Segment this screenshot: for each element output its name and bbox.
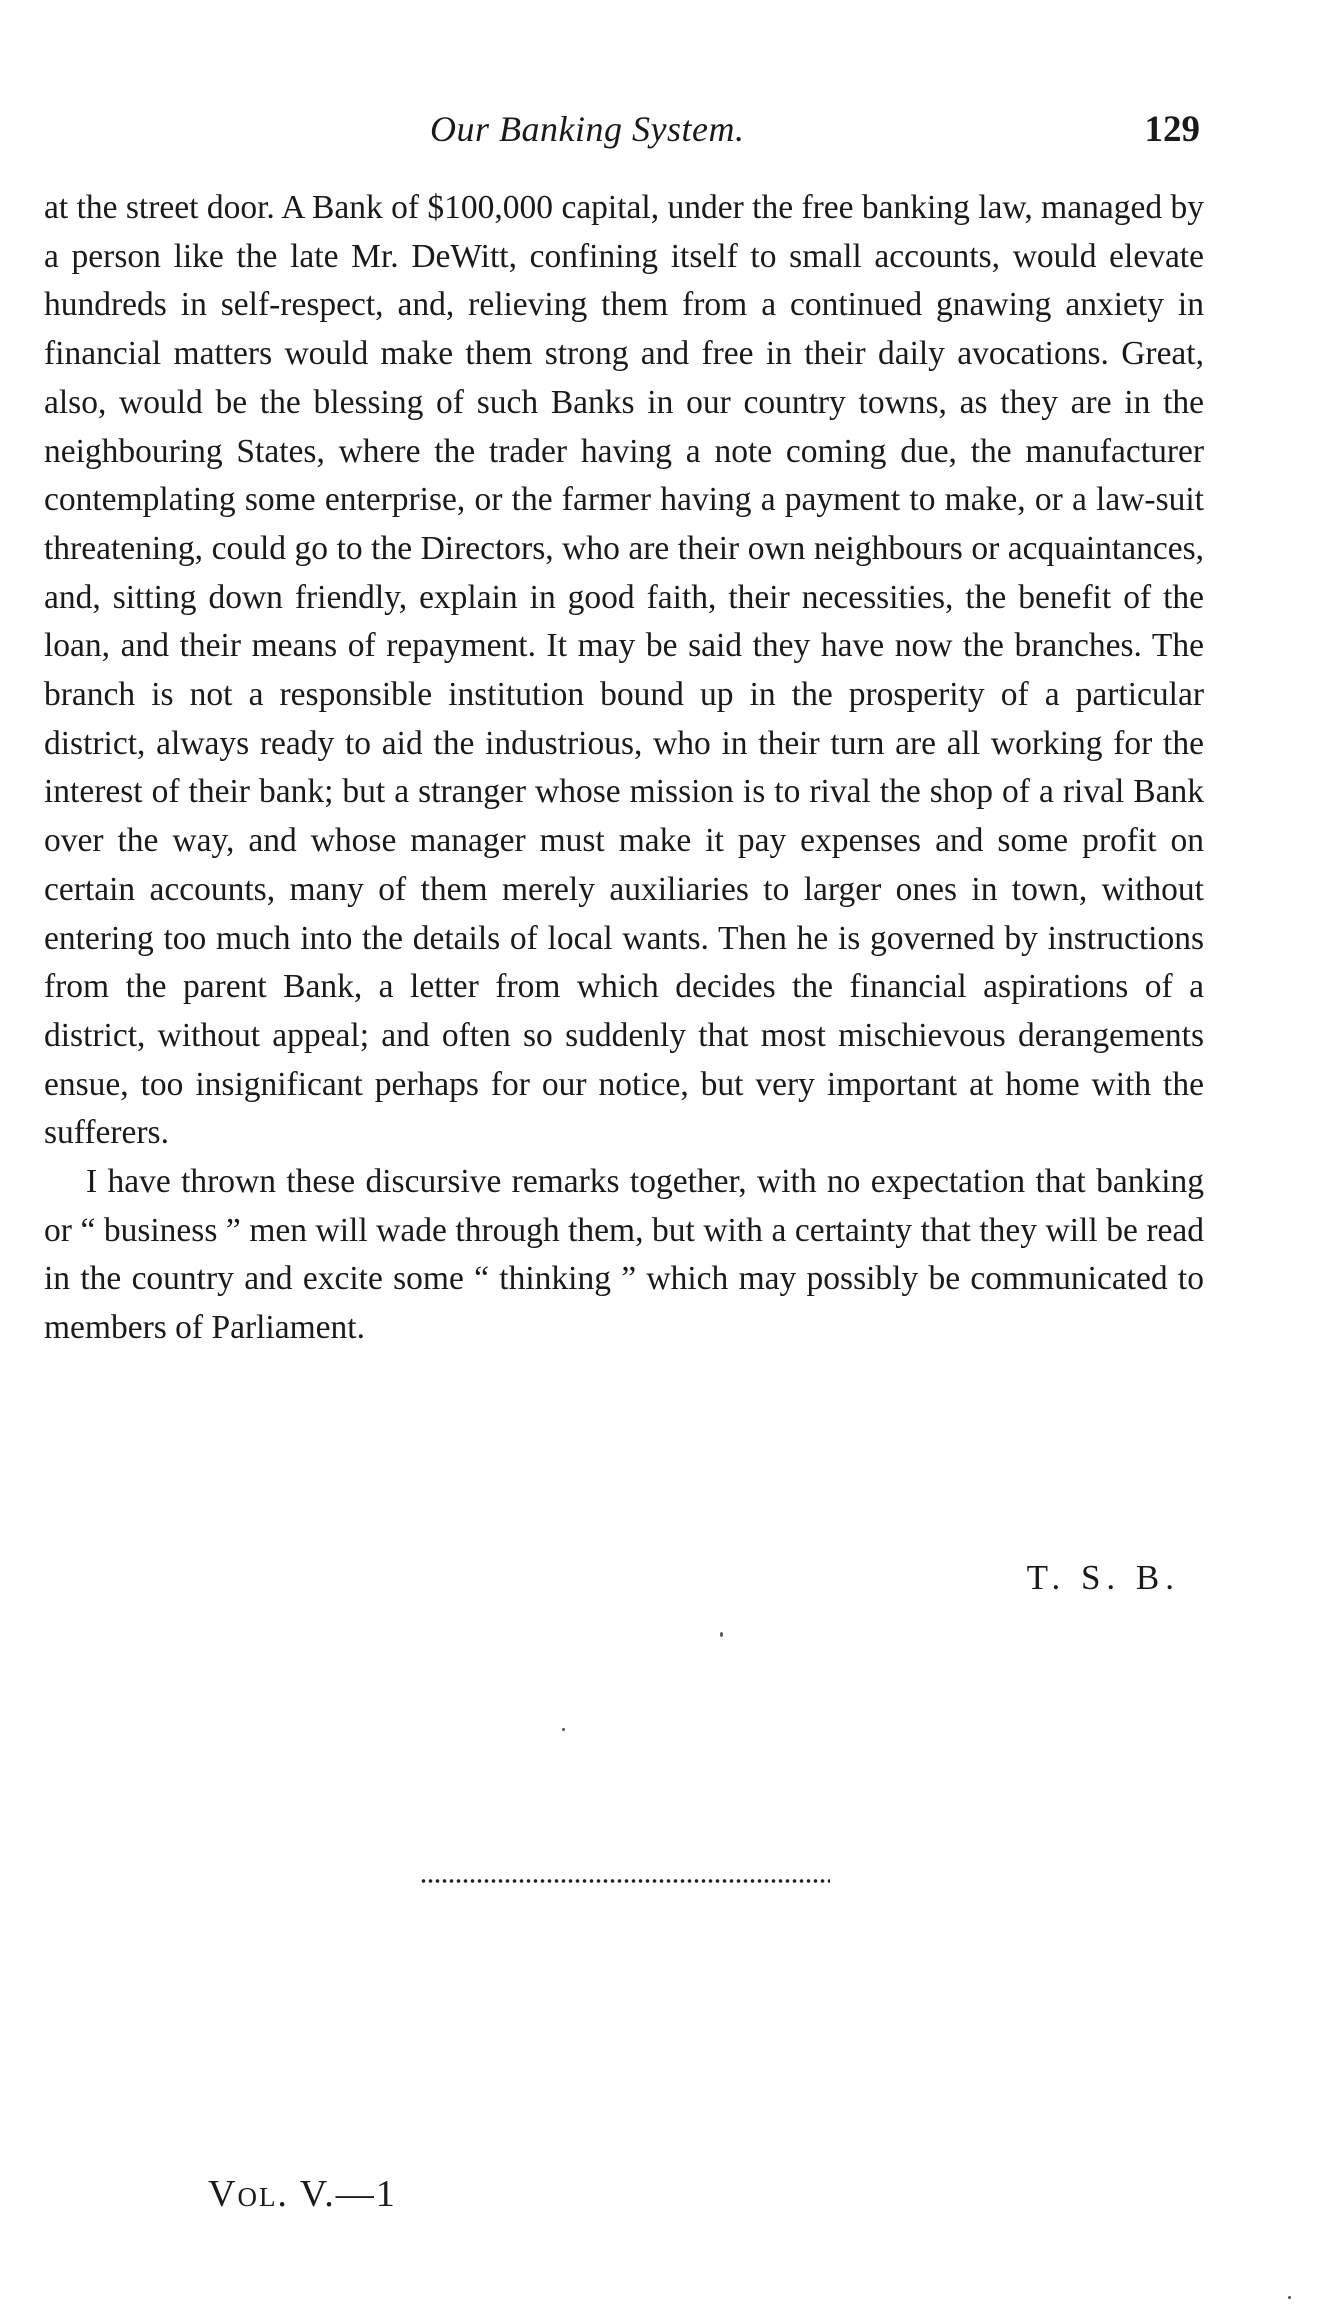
ornamental-divider [420,1878,830,1884]
paragraph-continued: at the street door. A Bank of $100,000 capital, under the free banking law, managed by a person like the late Mr. DeWitt, confining itself to small accounts, would elevate hundreds in self-respect, and, relieving them from a continued gnawing anxiety in financial matters would make them strong and free in their daily avocations. Great, also, would be the blessing of such Banks in our country towns, as they are in the neighbouring States, where the trader having a note coming due, the manufacturer contemplating some enterprise, or the farmer having a payment to make, or a law-suit threatening, could go to the Directors, who are their own neighbours or acquaintances, and, sitting down friendly, explain in good faith, their necessities, the benefit of the loan, and their means of repayment. It may be said they have now the branches. The branch is not a responsible institution bound up in the prosperity of a particular district, always ready to aid the industrious, who in their turn are all working for the interest of their bank; but a stranger whose mission is to rival the shop of a rival Bank over the way, and whose manager must make it pay expenses and some profit on certain accounts, many of them merely auxiliaries to larger ones in town, without entering too much into the details of local wants. Then he is governed by instructions from the parent Bank, a letter from which decides the financial aspirations of a district, without appeal; and often so suddenly that most mischievous derangements ensue, too insignificant perhaps for our notice, but very important at home with the sufferers. [44,189,1204,1152]
paragraph-closing: I have thrown these discursive remarks together, with no expectation that banking or “ business ” men will wade through them, but with a certainty that they will be read in the country and excite some “ thinking ” which may possibly be communicated to members of Parliament. [44,1163,1204,1347]
running-title: Our Banking System. [430,109,745,149]
print-speck [720,1632,723,1637]
running-head [50,108,1200,158]
print-speck [562,1728,565,1731]
page-number: 129 [1144,109,1200,150]
signature-mark: Vol. V.—1 [208,2173,397,2215]
author-initials: T. S. B. [1026,1558,1180,1597]
body-text [44,184,1204,1353]
print-speck [1288,2296,1291,2299]
